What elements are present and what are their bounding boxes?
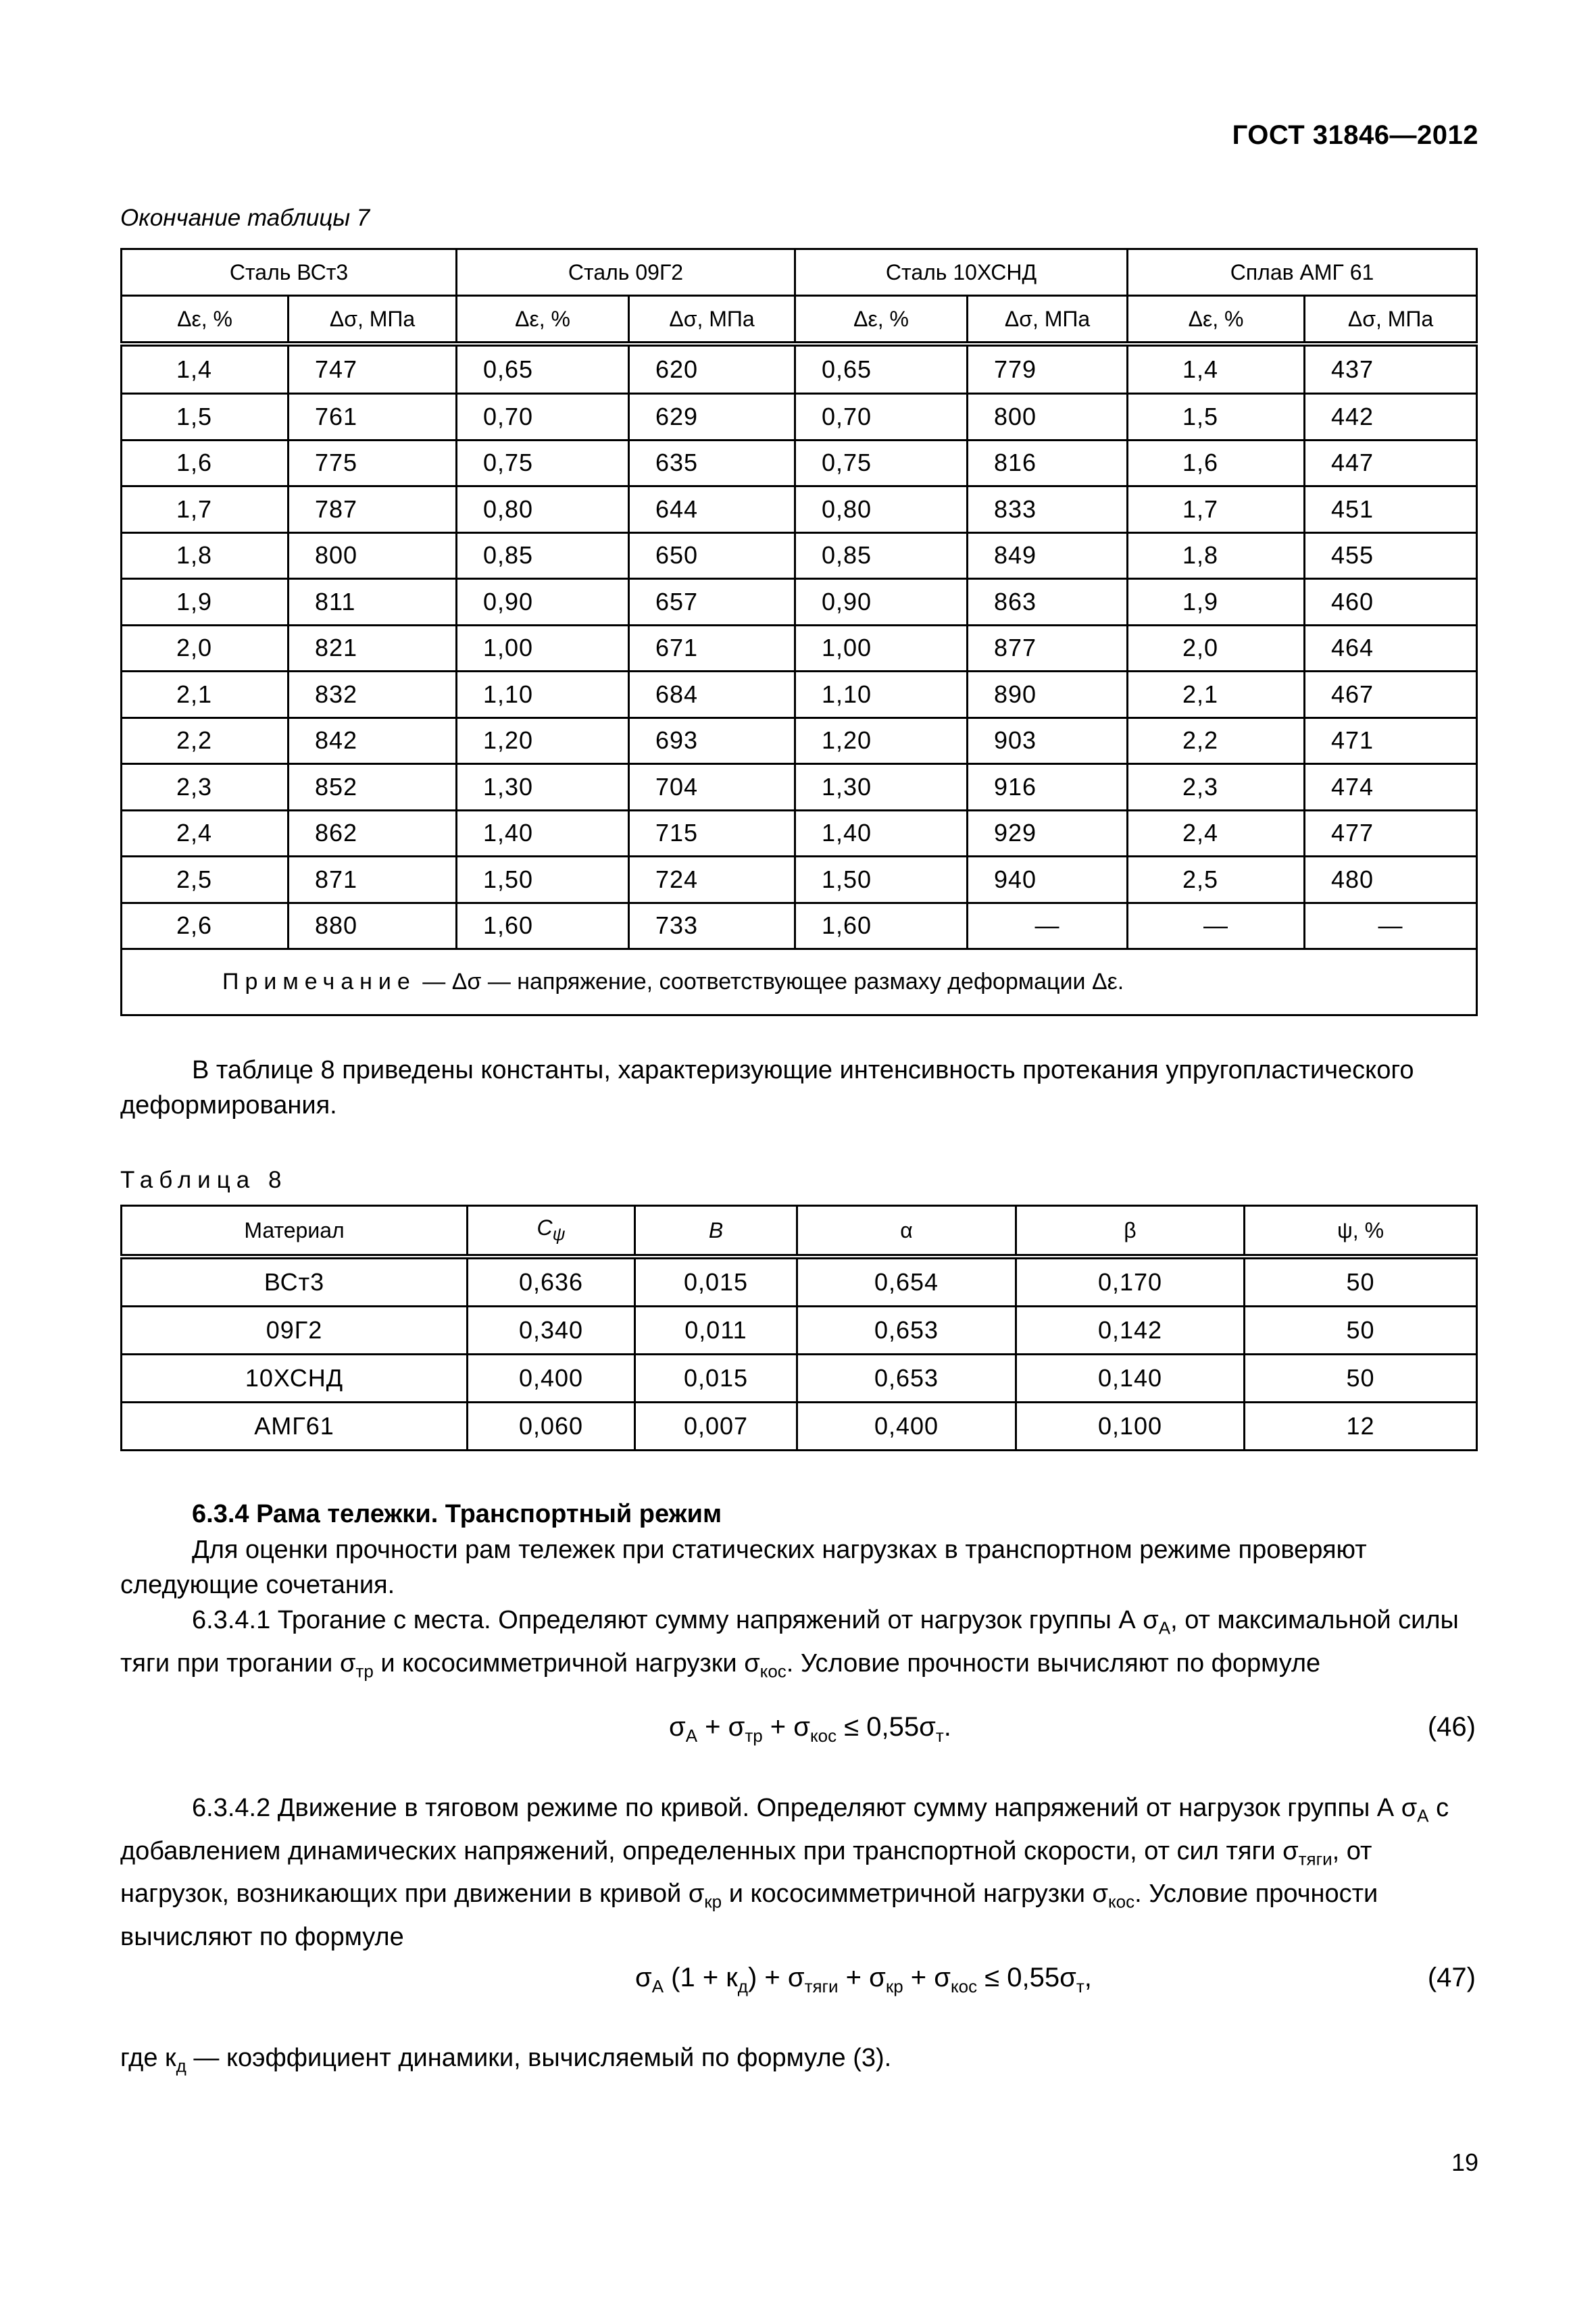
table-row xyxy=(122,1403,1477,1451)
table-cell: 2,5 xyxy=(122,857,289,903)
table7-subheader: Δε, % xyxy=(457,296,629,345)
table-cell: 747 xyxy=(289,344,457,394)
p3-sub: тяги xyxy=(1298,1848,1332,1869)
p3-text: , от нагрузок, возникающих при движении в кривой σ xyxy=(120,1836,1372,1909)
p3-text: и кососимметричной нагрузки σ xyxy=(722,1880,1109,1909)
table-cell: 890 xyxy=(968,672,1128,718)
table-cell: 0,85 xyxy=(795,532,968,579)
table-cell: 0,400 xyxy=(797,1403,1016,1451)
table-cell: 811 xyxy=(289,579,457,626)
table-cell: 620 xyxy=(629,344,795,394)
table-cell: 477 xyxy=(1305,810,1477,857)
table-cell: 0,70 xyxy=(457,394,629,441)
table-row xyxy=(122,903,1477,949)
table-cell: 455 xyxy=(1305,532,1477,579)
table-cell: 2,4 xyxy=(1128,810,1305,857)
table-cell: 1,40 xyxy=(795,810,968,857)
table-row xyxy=(122,810,1477,857)
table-cell: 442 xyxy=(1305,394,1477,441)
p3-text: с добавлением динамических напряжений, определенных при транспортной скорости, от сил тяги σ xyxy=(120,1794,1449,1865)
table-cell: 0,636 xyxy=(468,1257,635,1307)
table-cell: 733 xyxy=(629,903,795,949)
section-heading: 6.3.4 Рама тележки. Транспортный режим xyxy=(192,1500,722,1528)
table-cell: 451 xyxy=(1305,486,1477,533)
table-cell: 1,6 xyxy=(1128,440,1305,486)
table-cell: 0,80 xyxy=(457,486,629,533)
table-cell: 832 xyxy=(289,672,457,718)
p3-sub: А xyxy=(1417,1805,1429,1826)
p2-sub: тр xyxy=(355,1661,374,1682)
table-cell: 10ХСНД xyxy=(122,1355,468,1403)
table8-header: ψ, % xyxy=(1245,1206,1477,1257)
table-cell: 0,65 xyxy=(457,344,629,394)
table-cell: 842 xyxy=(289,718,457,764)
table-cell: 0,142 xyxy=(1016,1307,1245,1355)
p2-sub: А xyxy=(1158,1617,1171,1638)
table-cell: 1,8 xyxy=(122,532,289,579)
table-cell: 1,6 xyxy=(122,440,289,486)
table-cell: 693 xyxy=(629,718,795,764)
table-cell: 464 xyxy=(1305,625,1477,672)
table-cell: — xyxy=(1128,903,1305,949)
table-cell: 1,20 xyxy=(795,718,968,764)
p2-text: . Условие прочности вычисляют по формуле xyxy=(786,1649,1321,1678)
table-cell: 1,30 xyxy=(795,764,968,811)
table7-group-header: Сплав АМГ 61 xyxy=(1128,249,1477,296)
table7-group-header: Сталь 10ХСНД xyxy=(795,249,1128,296)
table-cell: 2,5 xyxy=(1128,857,1305,903)
table-cell: 1,00 xyxy=(457,625,629,672)
table-cell: 0,015 xyxy=(635,1257,797,1307)
table-cell: 0,100 xyxy=(1016,1403,1245,1451)
p3-sub: кос xyxy=(1108,1891,1135,1912)
table-cell: — xyxy=(1305,903,1477,949)
table-cell: 0,007 xyxy=(635,1403,797,1451)
table-cell: 0,011 xyxy=(635,1307,797,1355)
table-cell: 0,70 xyxy=(795,394,968,441)
table7-body xyxy=(122,344,1477,949)
table-cell: 1,20 xyxy=(457,718,629,764)
table-cell: 1,60 xyxy=(795,903,968,949)
page-number: 19 xyxy=(1451,2148,1478,2176)
table-cell: 2,3 xyxy=(1128,764,1305,811)
table-cell: 1,7 xyxy=(1128,486,1305,533)
table-cell: 2,6 xyxy=(122,903,289,949)
table-cell: 1,4 xyxy=(122,344,289,394)
table-cell: 1,4 xyxy=(1128,344,1305,394)
table-row xyxy=(122,1257,1477,1307)
table-cell: 1,50 xyxy=(457,857,629,903)
table-row xyxy=(122,1355,1477,1403)
table8-header: β xyxy=(1016,1206,1245,1257)
table-cell: 480 xyxy=(1305,857,1477,903)
table-row xyxy=(122,344,1477,394)
note-label: Примечание xyxy=(222,969,416,995)
table-cell: 0,90 xyxy=(457,579,629,626)
table-row xyxy=(122,857,1477,903)
table-cell: 629 xyxy=(629,394,795,441)
table-cell: 779 xyxy=(968,344,1128,394)
table-cell: 863 xyxy=(968,579,1128,626)
table-cell: 821 xyxy=(289,625,457,672)
table-cell: 684 xyxy=(629,672,795,718)
table8-header: B xyxy=(635,1206,797,1257)
table8-header: $C_\psi$ xyxy=(468,1206,635,1257)
p3-text: 6.3.4.2 Движение в тяговом режиме по кривой. Определяют сумму напряжений от нагрузок группы А σ xyxy=(192,1794,1418,1822)
table-cell: 877 xyxy=(968,625,1128,672)
table-cell: 2,0 xyxy=(1128,625,1305,672)
formula-46: $\sigma_А + \sigma_{тр} + \sigma_{кос} \le 0,55\sigma_т$. xyxy=(669,1712,951,1746)
table-cell: 650 xyxy=(629,532,795,579)
table7-group-header: Сталь ВСт3 xyxy=(122,249,457,296)
table7-note xyxy=(122,949,1477,1015)
equation-number-46: (46) xyxy=(1427,1712,1476,1742)
table-cell: 2,4 xyxy=(122,810,289,857)
table-cell: 0,653 xyxy=(797,1355,1016,1403)
table-row xyxy=(122,579,1477,626)
table-cell: — xyxy=(968,903,1128,949)
table-cell: 0,400 xyxy=(468,1355,635,1403)
table-cell: 1,5 xyxy=(122,394,289,441)
table-cell: 761 xyxy=(289,394,457,441)
table-cell: 644 xyxy=(629,486,795,533)
table-cell: 1,00 xyxy=(795,625,968,672)
table-row xyxy=(122,440,1477,486)
table-cell: 1,8 xyxy=(1128,532,1305,579)
table-7 xyxy=(120,248,1478,1016)
table-cell: 2,1 xyxy=(1128,672,1305,718)
table-row xyxy=(122,718,1477,764)
table-cell: 1,9 xyxy=(122,579,289,626)
table-row xyxy=(122,486,1477,533)
table-cell: 1,10 xyxy=(457,672,629,718)
table8-header-row xyxy=(122,1206,1477,1257)
table-row xyxy=(122,672,1477,718)
intro-paragraph: В таблице 8 приведены константы, характеризующие интенсивность протекания упругопластического деформирования. xyxy=(120,1056,1414,1120)
table-cell: 1,50 xyxy=(795,857,968,903)
table-8 xyxy=(120,1205,1478,1451)
table-row xyxy=(122,625,1477,672)
table-cell: 0,060 xyxy=(468,1403,635,1451)
section-paragraph-4 xyxy=(120,2040,1476,2084)
p4-text: — коэффициент динамики, вычисляемый по формуле (3). xyxy=(186,2044,892,2072)
table-cell: 2,2 xyxy=(1128,718,1305,764)
table7-group-header-row xyxy=(122,249,1477,296)
table-cell: 724 xyxy=(629,857,795,903)
table-cell: 50 xyxy=(1245,1307,1477,1355)
table7-note-row xyxy=(122,949,1477,1015)
table-cell: 880 xyxy=(289,903,457,949)
table-cell: ВСт3 xyxy=(122,1257,468,1307)
table-cell: 50 xyxy=(1245,1355,1477,1403)
table-cell: 903 xyxy=(968,718,1128,764)
table-cell: 1,7 xyxy=(122,486,289,533)
table-cell: 862 xyxy=(289,810,457,857)
section-paragraph-3 xyxy=(120,1790,1476,1955)
table-cell: 852 xyxy=(289,764,457,811)
table-cell: 0,140 xyxy=(1016,1355,1245,1403)
table-cell: 2,2 xyxy=(122,718,289,764)
table-row xyxy=(122,1307,1477,1355)
table-cell: 671 xyxy=(629,625,795,672)
table7-caption: Окончание таблицы 7 xyxy=(120,205,370,231)
p4-sub: д xyxy=(176,2055,186,2076)
table-cell: АМГ61 xyxy=(122,1403,468,1451)
table7-group-header: Сталь 09Г2 xyxy=(457,249,795,296)
table8-caption: Таблица 8 xyxy=(120,1167,288,1193)
table8-body xyxy=(122,1257,1477,1451)
table-cell: 657 xyxy=(629,579,795,626)
table-cell: 09Г2 xyxy=(122,1307,468,1355)
table-cell: 1,5 xyxy=(1128,394,1305,441)
table7-subheader: Δε, % xyxy=(1128,296,1305,345)
table-cell: 940 xyxy=(968,857,1128,903)
p3-sub: кр xyxy=(704,1891,722,1912)
table-cell: 816 xyxy=(968,440,1128,486)
table-cell: 2,3 xyxy=(122,764,289,811)
table-cell: 775 xyxy=(289,440,457,486)
table-cell: 635 xyxy=(629,440,795,486)
table-cell: 467 xyxy=(1305,672,1477,718)
table-cell: 0,75 xyxy=(457,440,629,486)
table-cell: 1,60 xyxy=(457,903,629,949)
table-cell: 1,40 xyxy=(457,810,629,857)
table-row xyxy=(122,532,1477,579)
note-text: — Δσ — напряжение, соответствующее размаху деформации Δε. xyxy=(416,969,1124,995)
section-paragraph-2 xyxy=(120,1603,1476,1688)
table-cell: 833 xyxy=(968,486,1128,533)
table-cell: 0,653 xyxy=(797,1307,1016,1355)
p3-text: . Условие прочности вычисляют по формуле xyxy=(120,1880,1378,1951)
table7-subheader: Δσ, МПа xyxy=(629,296,795,345)
table-cell: 787 xyxy=(289,486,457,533)
table-cell: 474 xyxy=(1305,764,1477,811)
table-cell: 916 xyxy=(968,764,1128,811)
table8-header: α xyxy=(797,1206,1016,1257)
table7-subheader: Δε, % xyxy=(795,296,968,345)
table-cell: 0,65 xyxy=(795,344,968,394)
table-row xyxy=(122,394,1477,441)
table-cell: 0,654 xyxy=(797,1257,1016,1307)
formula-47: $\sigma_А$ $(1 + к_д) + \sigma_{тяги} + \sigma_{кр} + \sigma_{кос} \le 0,55\sigma_т$, xyxy=(635,1963,1092,1996)
table-row xyxy=(122,764,1477,811)
table-cell: 929 xyxy=(968,810,1128,857)
table-cell: 0,75 xyxy=(795,440,968,486)
p2-text: и кососимметричной нагрузки σ xyxy=(373,1649,760,1678)
p2-text: , от максимальной силы тяги при трогании σ xyxy=(120,1606,1459,1678)
table-cell: 437 xyxy=(1305,344,1477,394)
table-cell: 800 xyxy=(289,532,457,579)
table-cell: 1,9 xyxy=(1128,579,1305,626)
p2-text: 6.3.4.1 Трогание с места. Определяют сумму напряжений от нагрузок группы А σ xyxy=(192,1606,1159,1634)
equation-number-47: (47) xyxy=(1427,1963,1476,1992)
table7-subheader-row xyxy=(122,296,1477,345)
table7-subheader: Δε, % xyxy=(122,296,289,345)
table-cell: 2,0 xyxy=(122,625,289,672)
section-paragraph-1: Для оценки прочности рам тележек при статических нагрузках в транспортном режиме проверяют следующие сочетания. xyxy=(120,1536,1367,1599)
table-cell: 12 xyxy=(1245,1403,1477,1451)
p4-text: где к xyxy=(120,2044,176,2072)
table-cell: 0,80 xyxy=(795,486,968,533)
table7-subheader: Δσ, МПа xyxy=(1305,296,1477,345)
table-cell: 0,015 xyxy=(635,1355,797,1403)
table-cell: 0,340 xyxy=(468,1307,635,1355)
table-cell: 800 xyxy=(968,394,1128,441)
standard-header: ГОСТ 31846—2012 xyxy=(1232,120,1478,150)
table-cell: 471 xyxy=(1305,718,1477,764)
table-cell: 871 xyxy=(289,857,457,903)
table-cell: 1,30 xyxy=(457,764,629,811)
table-cell: 0,90 xyxy=(795,579,968,626)
table-cell: 715 xyxy=(629,810,795,857)
table7-subheader: Δσ, МПа xyxy=(968,296,1128,345)
table-cell: 1,10 xyxy=(795,672,968,718)
table-cell: 849 xyxy=(968,532,1128,579)
p2-sub: кос xyxy=(759,1661,787,1682)
table7-subheader: Δσ, МПа xyxy=(289,296,457,345)
table-cell: 447 xyxy=(1305,440,1477,486)
table-cell: 0,170 xyxy=(1016,1257,1245,1307)
table-cell: 0,85 xyxy=(457,532,629,579)
table-cell: 2,1 xyxy=(122,672,289,718)
table-cell: 50 xyxy=(1245,1257,1477,1307)
table8-header: Материал xyxy=(122,1206,468,1257)
table-cell: 704 xyxy=(629,764,795,811)
table-cell: 460 xyxy=(1305,579,1477,626)
